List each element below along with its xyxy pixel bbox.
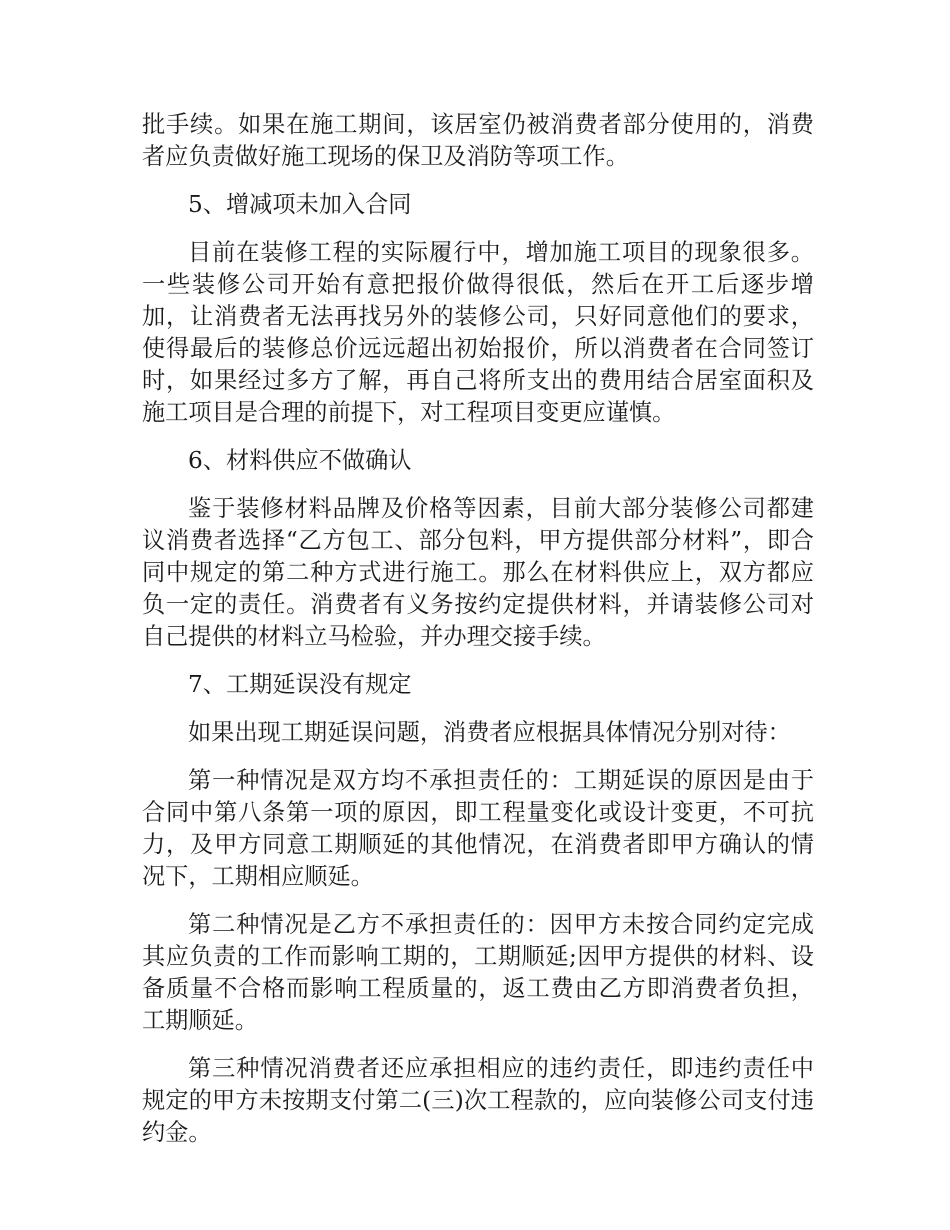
- paragraph-delay-intro: 如果出现工期延误问题，消费者应根据具体情况分别对待：: [188, 719, 791, 746]
- document-body: [142, 109, 814, 1149]
- paragraph-continuation: 批手续。如果在施工期间，该居室仍被消费者部分使用的，消费者应负责做好施工现场的保卫及消防等项工作。: [142, 111, 814, 170]
- paragraph-case-2: 第二种情况是乙方不承担责任的：因甲方未按合同约定完成其应负责的工作而影响工期的，工期顺延;因甲方提供的材料、设备质量不合格而影响工程质量的，返工费由乙方即消费者负担，工期顺延。: [142, 911, 814, 1034]
- section-heading-6: 6、材料供应不做确认: [188, 447, 412, 474]
- paragraph-additions: 目前在装修工程的实际履行中，增加施工项目的现象很多。一些装修公司开始有意把报价做得很低，然后在开工后逐步增加，让消费者无法再找另外的装修公司，只好同意他们的要求，使得最后的装修总价远远超出初始报价，所以消费者在合同签订时，如果经过多方了解，再自己将所支出的费用结合居室面积及施工项目是合理的前提下，对工程项目变更应谨慎。: [142, 239, 814, 426]
- paragraph-case-3: 第三种情况消费者还应承担相应的违约责任，即违约责任中规定的甲方未按期支付第二(三)次工程款的，应向装修公司支付违约金。: [142, 1055, 814, 1146]
- paragraph-case-1: 第一种情况是双方均不承担责任的：工期延误的原因是由于合同中第八条第一项的原因，即工程量变化或设计变更，不可抗力，及甲方同意工期顺延的其他情况，在消费者即甲方确认的情况下，工期相应顺延。: [142, 767, 814, 890]
- section-heading-7: 7、工期延误没有规定: [188, 671, 412, 698]
- section-heading-5: 5、增减项未加入合同: [188, 191, 412, 218]
- paragraph-materials: 鉴于装修材料品牌及价格等因素，目前大部分装修公司都建议消费者选择“乙方包工、部分包料，甲方提供部分材料”，即合同中规定的第二种方式进行施工。那么在材料供应上，双方都应负一定的责任。消费者有义务按约定提供材料，并请装修公司对自己提供的材料立马检验，并办理交接手续。: [142, 495, 814, 650]
